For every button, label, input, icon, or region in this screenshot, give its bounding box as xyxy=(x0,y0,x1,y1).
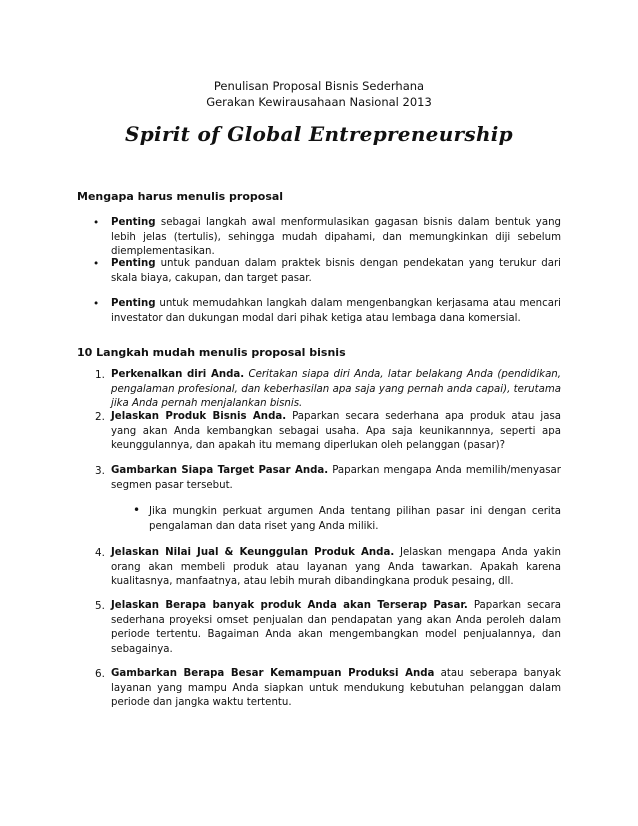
bullet-marker: • xyxy=(93,217,100,229)
step-number: 4. xyxy=(95,547,105,559)
header-subtitle: Gerakan Kewirausahaan Nasional 2013 xyxy=(206,95,432,109)
item-text: untuk panduan dalam praktek bisnis dengan pendekatan yang terukur dari skala biaya, cakupan, dan target pasar. xyxy=(111,258,561,284)
header-title: Penulisan Proposal Bisnis Sederhana xyxy=(213,79,425,93)
item-text: untuk memudahkan langkah dalam mengenbangkan kerjasama atau mencari investator dan dukungan modal dari pihak ketiga atau lembaga dana komersial. xyxy=(111,298,561,324)
term: Penting xyxy=(111,298,156,309)
step-item xyxy=(111,599,561,657)
step-term: Jelaskan Berapa banyak produk Anda akan Terserap Pasar. xyxy=(111,600,468,611)
step-term: Perkenalkan diri Anda. xyxy=(111,369,245,380)
step-text: atau seberapa banyak layanan yang mampu Anda siapkan untuk mendukung kebutuhan pelanggan dalam periode dan jangka waktu tertentu. xyxy=(111,668,561,709)
bullet-marker: • xyxy=(93,258,100,270)
step-term: Jelaskan Nilai Jual & Keunggulan Produk Anda. xyxy=(111,547,395,558)
step-term: Gambarkan Siapa Target Pasar Anda. xyxy=(111,465,329,476)
list-item xyxy=(111,216,561,260)
step-text: Jelaskan mengapa Anda yakin orang akan membeli produk atau layanan yang Anda tawarkan. Apakah karena kualitasnya, manfaatnya, atau lebih murah dibandingkana produk pesaing, dll. xyxy=(111,547,562,588)
step-text: Paparkan mengapa Anda memilih/menyasar segmen pasar tersebut. xyxy=(111,465,561,491)
term: Penting xyxy=(111,258,156,269)
step-text: Ceritakan siapa diri Anda, latar belakang Anda (pendidikan, pengalaman profesional, dan keberhasilan apa saja yang pernah anda capai), terutama jika Anda pernah menjalankan bisnis. xyxy=(111,369,562,410)
step-item xyxy=(111,368,561,412)
sub-list-item: Jika mungkin perkuat argumen Anda tentang pilihan pasar ini dengan cerita pengalaman dan data riset yang Anda miliki. xyxy=(149,506,561,532)
bullet-marker: • xyxy=(93,298,100,310)
tagline: Spirit of Global Entrepreneurship xyxy=(125,122,513,146)
section1-title: Mengapa harus menulis proposal xyxy=(77,190,284,203)
list-item xyxy=(111,297,561,326)
term: Penting xyxy=(111,217,156,228)
step-item xyxy=(111,667,561,711)
step-number: 6. xyxy=(95,668,105,680)
step-number: 3. xyxy=(95,465,105,477)
step-term: Gambarkan Berapa Besar Kemampuan Produksi Anda xyxy=(111,668,435,679)
step-number: 2. xyxy=(95,411,105,423)
item-text: sebagai langkah awal menformulasikan gagasan bisnis dalam bentuk yang lebih jelas (tertulis), sehingga mudah dipahami, dan memungkinkan diji sebelum diemplementasikan. xyxy=(111,217,561,258)
step-text: Paparkan secara sederhana apa produk atau jasa yang akan Anda kembangkan sebagai usaha. Apa saja keunikannnya, seperti apa keunggulannya, dan apakah itu memang diperlukan oleh pelanggan (pasar)? xyxy=(111,411,561,452)
step-number: 1. xyxy=(95,369,105,381)
step-item xyxy=(111,546,561,590)
list-item xyxy=(111,257,561,286)
section2-title: 10 Langkah mudah menulis proposal bisnis xyxy=(77,346,346,359)
step-number: 5. xyxy=(95,600,105,612)
step-item xyxy=(111,464,561,493)
step-term: Jelaskan Produk Bisnis Anda. xyxy=(111,411,287,422)
sub-bullet-marker: • xyxy=(133,503,141,517)
step-text: Paparkan secara sederhana proyeksi omset penjualan dan pendapatan yang akan Anda peroleh dalam periode tertentu. Bagaiman Anda akan mengembangkan model penjualannya, dan sebagainya. xyxy=(111,600,561,655)
step-item xyxy=(111,410,561,454)
